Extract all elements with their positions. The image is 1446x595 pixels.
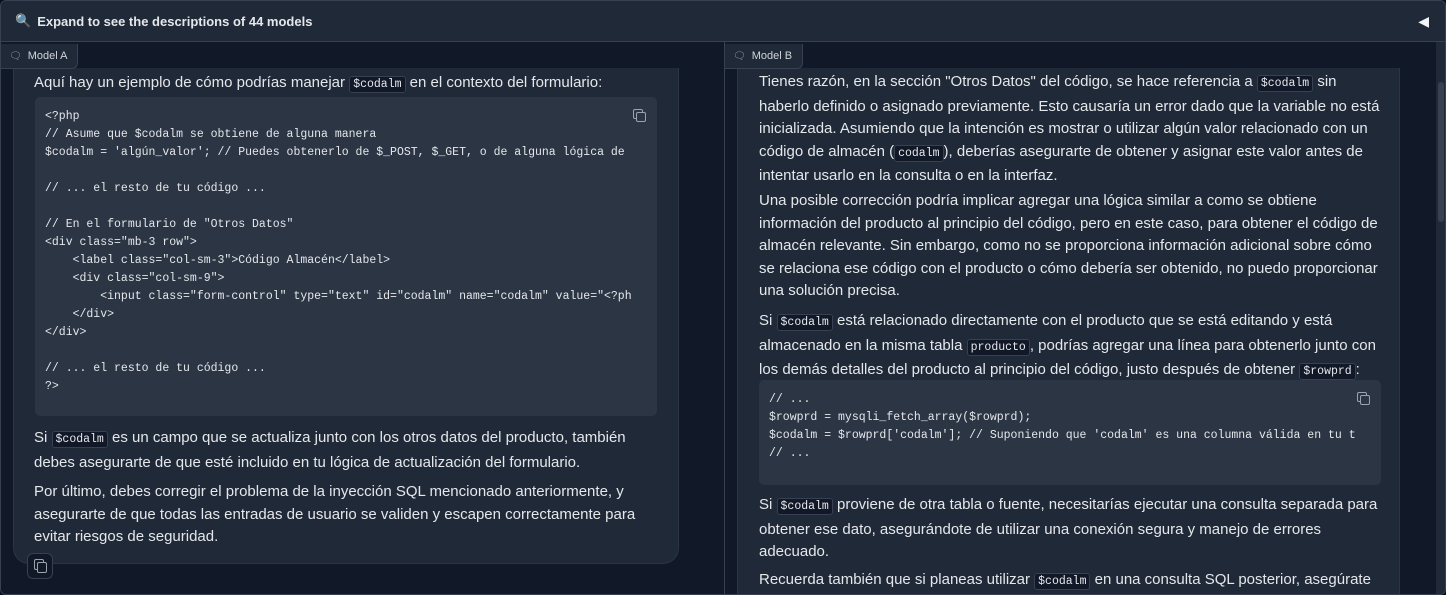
models-accordion-header[interactable] [1, 1, 1445, 42]
code-text: // ... $rowprd = mysqli_fetch_array($rowprd); $codalm = $rowprd['codalm']; // Suponiendo que 'codalm' es una columna válida en tu t // ... [769, 393, 1356, 460]
magnifier-icon: 🔍 [15, 13, 32, 28]
model-a-message [13, 68, 679, 564]
model-b-panel [724, 42, 1446, 594]
model-a-paragraph-2: Si $codalm es un campo que se actualiza junto con los otros datos del producto, también debes asegurarte de que esté incluido en tu lógica de actualización del formulario. [34, 429, 626, 471]
copy-code-icon[interactable] [1357, 392, 1369, 404]
model-b-scrollbar[interactable] [1436, 42, 1446, 594]
code-text: <?php // Asume que $codalm se obtiene de alguna manera $codalm = 'algún_valor'; // Puedes obtenerlo de $_POST, $_GET, o de alguna lógica de // ... el resto de tu código ... // En el formulario de "Otros Datos" <div class="mb-3 row"> <label class="col-sm-3">Código Almacén</label> <div class="col-sm-9"> <input class="form-control" type="text" id="codalm" name="codalm" value="<?ph </div> </div> // ... el resto de tu código ... ?> [45, 110, 632, 393]
model-b-paragraph-5: Recuerda también que si planeas utilizar $codalm en una consulta SQL posterior, asegúrate [759, 571, 1371, 588]
copy-message-button[interactable] [27, 553, 53, 579]
model-b-paragraph-2: Una posible corrección podría implicar agregar una lógica similar a como se obtiene información del producto al principio del código, pero en este caso, para obtener el código de almacén relevante. Sin embargo, como no se proporciona información adicional sobre cómo se relaciona ese código con el producto o cómo debería ser obtenido, no puedo proporcionar una solución precisa. [759, 192, 1378, 299]
scrollbar-thumb[interactable] [1438, 82, 1444, 222]
model-b-label: 🗨 Model B [725, 44, 803, 69]
model-b-paragraph-4: Si $codalm proviene de otra tabla o fuente, necesitarías ejecutar una consulta separada para obtener ese dato, asegurándote de utilizar una conexión segura y manejo de errores adecuado. [759, 496, 1378, 560]
model-b-code-block [759, 380, 1381, 485]
model-a-tab-header [1, 42, 722, 68]
model-a-label: 🗨 Model A [1, 44, 78, 69]
model-a-intro: Aquí hay un ejemplo de cómo podrías manejar $codalm en el contexto del formulario: [34, 74, 603, 91]
copy-code-icon[interactable] [633, 109, 645, 121]
chat-bubble-icon: 🗨 [9, 50, 22, 62]
model-b-tab-header [725, 42, 1446, 68]
model-b-paragraph-1: Tienes razón, en la sección "Otros Datos" del código, se hace referencia a $codalm sin haberlo definido o asignado previamente. Esto causaría un error dado que la variable no está inicializada. Asumiendo que la intención es mostrar o utilizar algún valor relacionado con un código de almacén ( codalm ), deberías asegurarte de obtener y asignar este valor antes de intentar usarlo en la consulta o en la interfaz. [759, 73, 1380, 184]
accordion-title: Expand to see the descriptions of 44 models [37, 13, 313, 29]
model-b-message [737, 68, 1400, 594]
model-a-code-block [35, 97, 657, 416]
chat-bubble-icon: 🗨 [733, 50, 746, 62]
model-b-paragraph-3: Si $codalm está relacionado directamente con el producto que se está editando y está almacenado en la misma tabla producto , podrías agregar una línea para obtenerlo junto con los demás detalles del producto al principio del código, justo después de obtener $rowprd : [759, 312, 1376, 378]
model-a-panel [1, 42, 722, 594]
triangle-left-icon[interactable]: ◀ [1418, 13, 1429, 29]
model-a-paragraph-3: Por último, debes corregir el problema de la inyección SQL mencionado anteriormente, y asegurarte de que todas las entradas de usuario se validen y escapen correctamente para evitar riesgos de seguridad. [34, 483, 636, 545]
